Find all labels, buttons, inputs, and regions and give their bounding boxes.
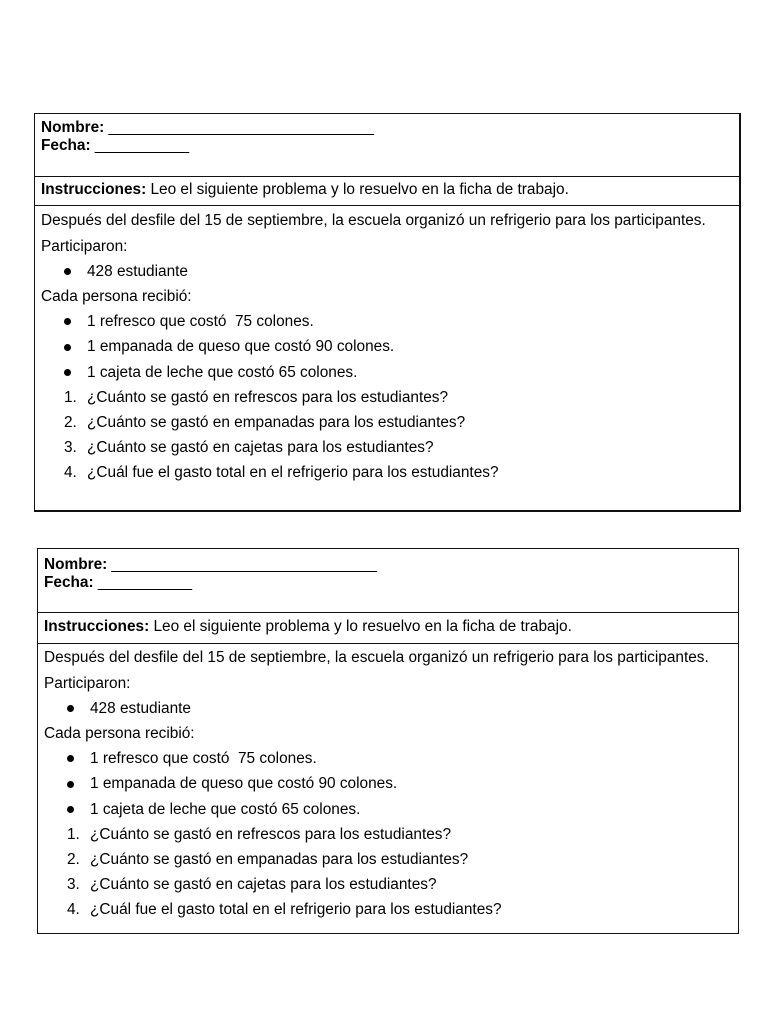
instructions-text: Leo el siguiente problema y lo resuelvo en la ficha de trabajo. [153,618,572,635]
bullet-icon [64,268,71,275]
question-item [44,897,732,922]
list-item [41,259,733,284]
worksheet-card [34,113,741,512]
instructions-text: Leo el siguiente problema y lo resuelvo en la ficha de trabajo. [150,181,569,198]
name-label: Nombre: [41,119,105,136]
participants-label: Participaron: [41,237,128,255]
problem-section [38,644,738,922]
participants-label: Participaron: [44,674,131,692]
bullet-icon [67,705,74,712]
question-number: 3. [64,439,77,457]
problem-section [35,206,739,485]
question-text: ¿Cuánto se gastó en refrescos para los estudiantes? [90,825,452,843]
question-item [44,872,732,897]
student-info-section [38,549,738,613]
item-text: 1 cajeta de leche que costó 65 colones. [90,800,361,818]
participant-count: 428 estudiante [87,262,188,280]
item-text: 1 empanada de queso que costó 90 colones. [90,775,398,793]
bullet-icon [67,781,74,788]
question-number: 1. [64,388,77,406]
participant-count: 428 estudiante [90,699,191,717]
date-field [44,574,732,592]
name-blank-line: _______________________________ [108,119,374,136]
question-item [41,460,733,485]
name-field [41,119,733,137]
item-text: 1 empanada de queso que costó 90 colones. [87,338,395,356]
list-item [41,334,733,359]
question-number: 4. [67,901,80,919]
date-label: Fecha: [41,136,91,154]
received-label: Cada persona recibió: [41,287,192,305]
instructions-label: Instrucciones: [44,618,150,635]
instructions-label: Instrucciones: [41,181,147,198]
question-item [41,410,733,435]
list-item [44,696,732,721]
question-text: ¿Cuál fue el gasto total en el refrigerio para los estudiantes? [90,901,502,919]
list-item [41,309,733,334]
bullet-icon [64,369,71,376]
worksheet-card [37,548,739,934]
question-item [41,385,733,410]
item-text: 1 refresco que costó 75 colones. [90,750,317,768]
instructions-section [35,177,739,206]
bullet-icon [64,318,71,325]
problem-intro: Después del desfile del 15 de septiembre, la escuela organizó un refrigerio para los participantes. [41,212,706,230]
list-item [44,746,732,771]
question-number: 3. [67,876,80,894]
bullet-icon [64,344,71,351]
question-text: ¿Cuál fue el gasto total en el refrigerio para los estudiantes? [87,464,499,482]
list-item [41,360,733,385]
name-label: Nombre: [44,556,108,574]
question-number: 4. [64,464,77,482]
problem-intro: Después del desfile del 15 de septiembre, la escuela organizó un refrigerio para los participantes. [44,649,709,667]
date-blank-line: ___________ [97,573,193,591]
question-text: ¿Cuánto se gastó en empanadas para los estudiantes? [90,850,469,868]
name-field [44,556,732,574]
date-blank-line: ___________ [94,136,190,154]
item-text: 1 cajeta de leche que costó 65 colones. [87,363,358,381]
bullet-icon [67,755,74,762]
list-item [44,797,732,822]
question-item [44,847,732,872]
question-item [44,822,732,847]
item-text: 1 refresco que costó 75 colones. [87,313,314,331]
date-label: Fecha: [44,573,94,591]
bullet-icon [67,806,74,813]
question-text: ¿Cuánto se gastó en cajetas para los estudiantes? [87,439,434,457]
date-field [41,137,733,155]
question-number: 2. [64,413,77,431]
question-number: 2. [67,850,80,868]
student-info-section [35,114,739,177]
question-number: 1. [67,825,80,843]
question-text: ¿Cuánto se gastó en refrescos para los estudiantes? [87,388,449,406]
received-label: Cada persona recibió: [44,724,195,742]
name-blank-line: _______________________________ [111,556,377,574]
instructions-section [38,613,738,644]
list-item [44,771,732,796]
question-text: ¿Cuánto se gastó en cajetas para los estudiantes? [90,876,437,894]
question-item [41,435,733,460]
question-text: ¿Cuánto se gastó en empanadas para los estudiantes? [87,413,466,431]
